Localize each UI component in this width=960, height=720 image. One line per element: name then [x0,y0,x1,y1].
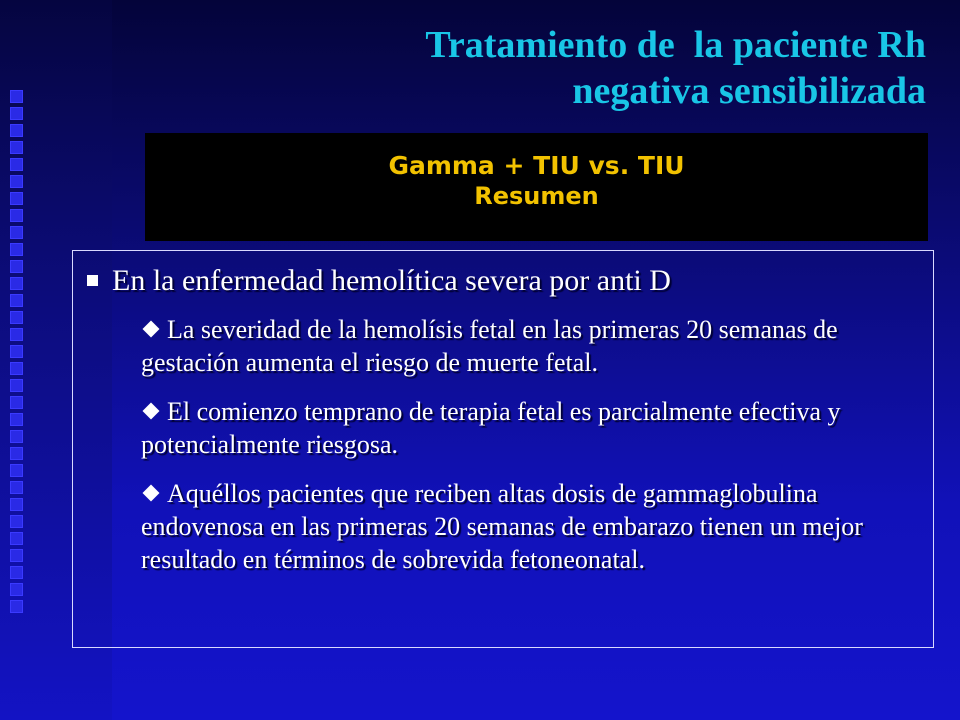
slide-title-line1: Tratamiento de la paciente Rh [425,24,926,66]
diamond-bullet-icon [143,485,160,502]
decorative-square [10,107,23,120]
content-box [72,250,934,648]
decorative-square [10,192,23,205]
decorative-square [10,413,23,426]
diamond-bullet-icon [143,403,160,420]
decorative-square [10,549,23,562]
decorative-square [10,447,23,460]
decorative-square [10,396,23,409]
main-bullet [87,263,671,299]
main-bullet-text: En la enfermedad hemolítica severa por anti D [112,264,671,297]
decorative-square [10,498,23,511]
sub-bullet-item [141,313,921,379]
slide-title [166,22,926,114]
decorative-square [10,464,23,477]
decorative-square [10,277,23,290]
decorative-square [10,90,23,103]
sub-bullet-item [141,477,921,576]
decorative-square [10,175,23,188]
decorative-square [10,345,23,358]
sub-bullet-item [141,395,921,461]
decorative-square [10,600,23,613]
decorative-square [10,294,23,307]
decorative-square [10,158,23,171]
decorative-square [10,379,23,392]
decorative-square [10,243,23,256]
decorative-square [10,328,23,341]
decorative-square [10,226,23,239]
sub-bullet-text: La severidad de la hemolísis fetal en las primeras 20 semanas de gestación aumenta el riesgo de muerte fetal. [141,315,838,377]
subtitle-line2: Resumen [474,182,599,210]
subtitle-box [145,133,928,241]
decorative-square [10,362,23,375]
decorative-squares [6,90,26,617]
decorative-square [10,311,23,324]
sub-bullet-list [141,313,921,592]
decorative-square [10,481,23,494]
decorative-square [10,532,23,545]
sub-bullet-text: El comienzo temprano de terapia fetal es parcialmente efectiva y potencialmente riesgosa. [141,397,841,459]
decorative-square [10,566,23,579]
decorative-square [10,260,23,273]
decorative-square [10,583,23,596]
decorative-square [10,124,23,137]
sub-bullet-text: Aquéllos pacientes que reciben altas dosis de gammaglobulina endovenosa en las primeras 20 semanas de embarazo tienen un mejor resultado en términos de sobrevida fetoneonatal. [141,479,863,574]
decorative-square [10,209,23,222]
subtitle-line1: Gamma + TIU vs. TIU [388,151,685,180]
diamond-bullet-icon [143,321,160,338]
decorative-square [10,141,23,154]
decorative-square [10,430,23,443]
slide-title-line2: negativa sensibilizada [572,70,926,112]
decorative-square [10,515,23,528]
square-bullet-icon [87,275,98,286]
